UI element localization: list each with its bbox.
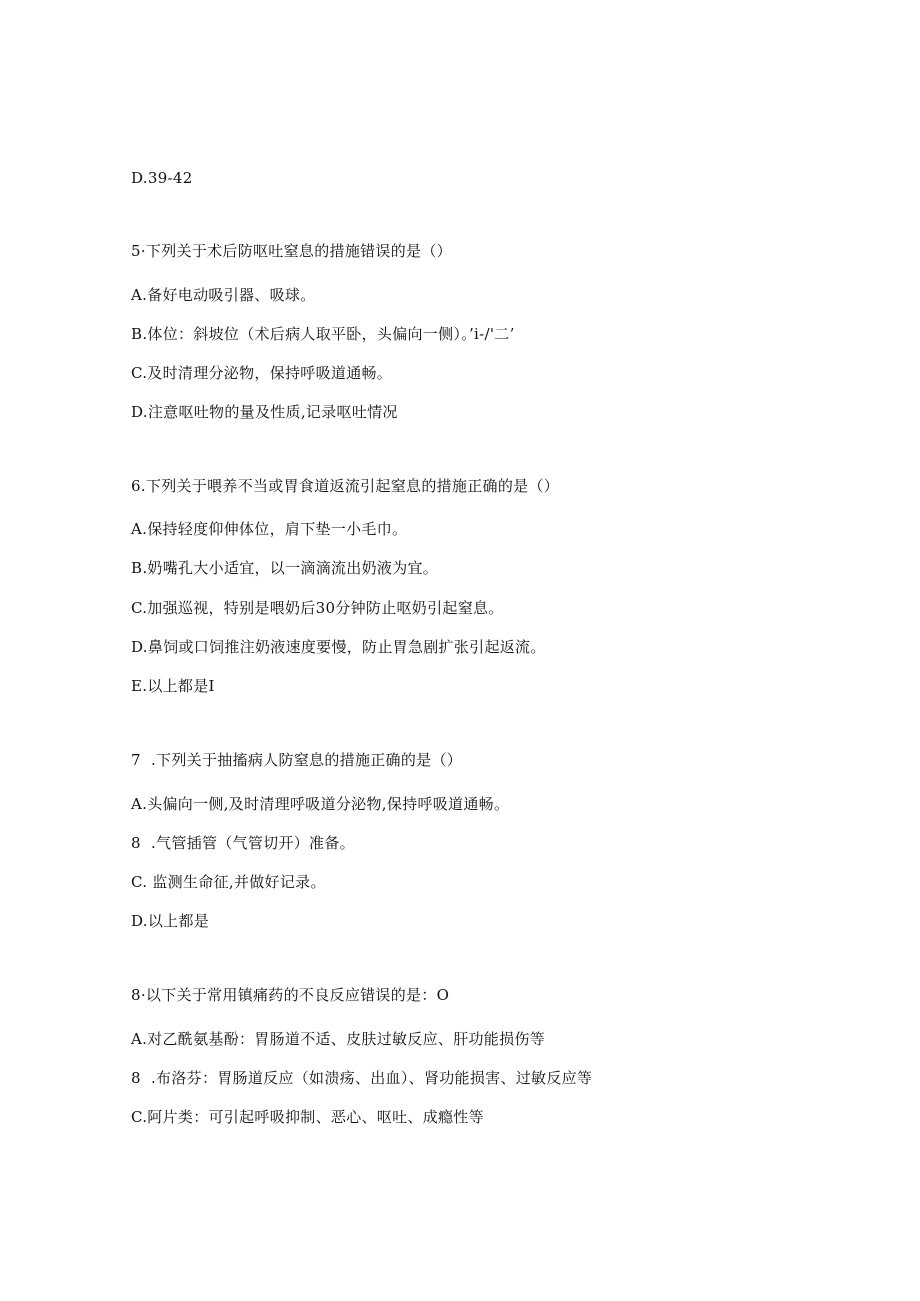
- option-a-q6: A.保持轻度仰伸体位，肩下垫一小毛巾。: [131, 520, 408, 538]
- option-c-q5: C.及时清理分泌物，保持呼吸道通畅。: [131, 364, 393, 382]
- option-e-q6: E.以上都是I: [131, 677, 215, 695]
- option-d-q7: D.以上都是: [131, 912, 210, 930]
- option-c-q8: C.阿片类：可引起呼吸抑制、恶心、呕吐、成瘾性等: [131, 1108, 484, 1126]
- option-b-q5: B.体位：斜坡位（术后病人取平卧，头偏向一侧）。’i-/'二’: [131, 325, 515, 343]
- option-b-q8: 8 .布洛芬：胃肠道反应（如溃疡、出血）、肾功能损害、过敏反应等: [131, 1069, 593, 1087]
- option-c-q6: C.加强巡视，特别是喂奶后30分钟防止呕奶引起窒息。: [131, 599, 504, 617]
- option-b-q6: B.奶嘴孔大小适宜，以一滴滴流出奶液为宜。: [131, 559, 439, 577]
- option-c-q7: C. 监测生命征,并做好记录。: [131, 873, 326, 891]
- option-d-q6: D.鼻饲或口饲推注奶液速度要慢，防止胃急剧扩张引起返流。: [131, 638, 546, 656]
- option-d-q4: D.39-42: [131, 169, 193, 187]
- question-7: 7 .下列关于抽搐病人防窒息的措施正确的是（）: [131, 751, 463, 769]
- question-6: 6.下列关于喂养不当或胃食道返流引起窒息的措施正确的是（）: [131, 477, 560, 495]
- option-a-q5: A.备好电动吸引器、吸球。: [131, 286, 316, 304]
- option-b-q7: 8 .气管插管（气管切开）准备。: [131, 834, 355, 852]
- option-a-q8: A.对乙酰氨基酚：胃肠道不适、皮肤过敏反应、肝功能损伤等: [131, 1030, 546, 1048]
- question-5: 5·下列关于术后防呕吐窒息的措施错误的是（）: [131, 242, 452, 260]
- question-8: 8·以下关于常用镇痛药的不良反应错误的是：O: [131, 986, 450, 1004]
- option-d-q5: D.注意呕吐物的量及性质,记录呕吐情况: [131, 403, 398, 421]
- option-a-q7: A.头偏向一侧,及时清理呼吸道分泌物,保持呼吸道通畅。: [131, 795, 510, 813]
